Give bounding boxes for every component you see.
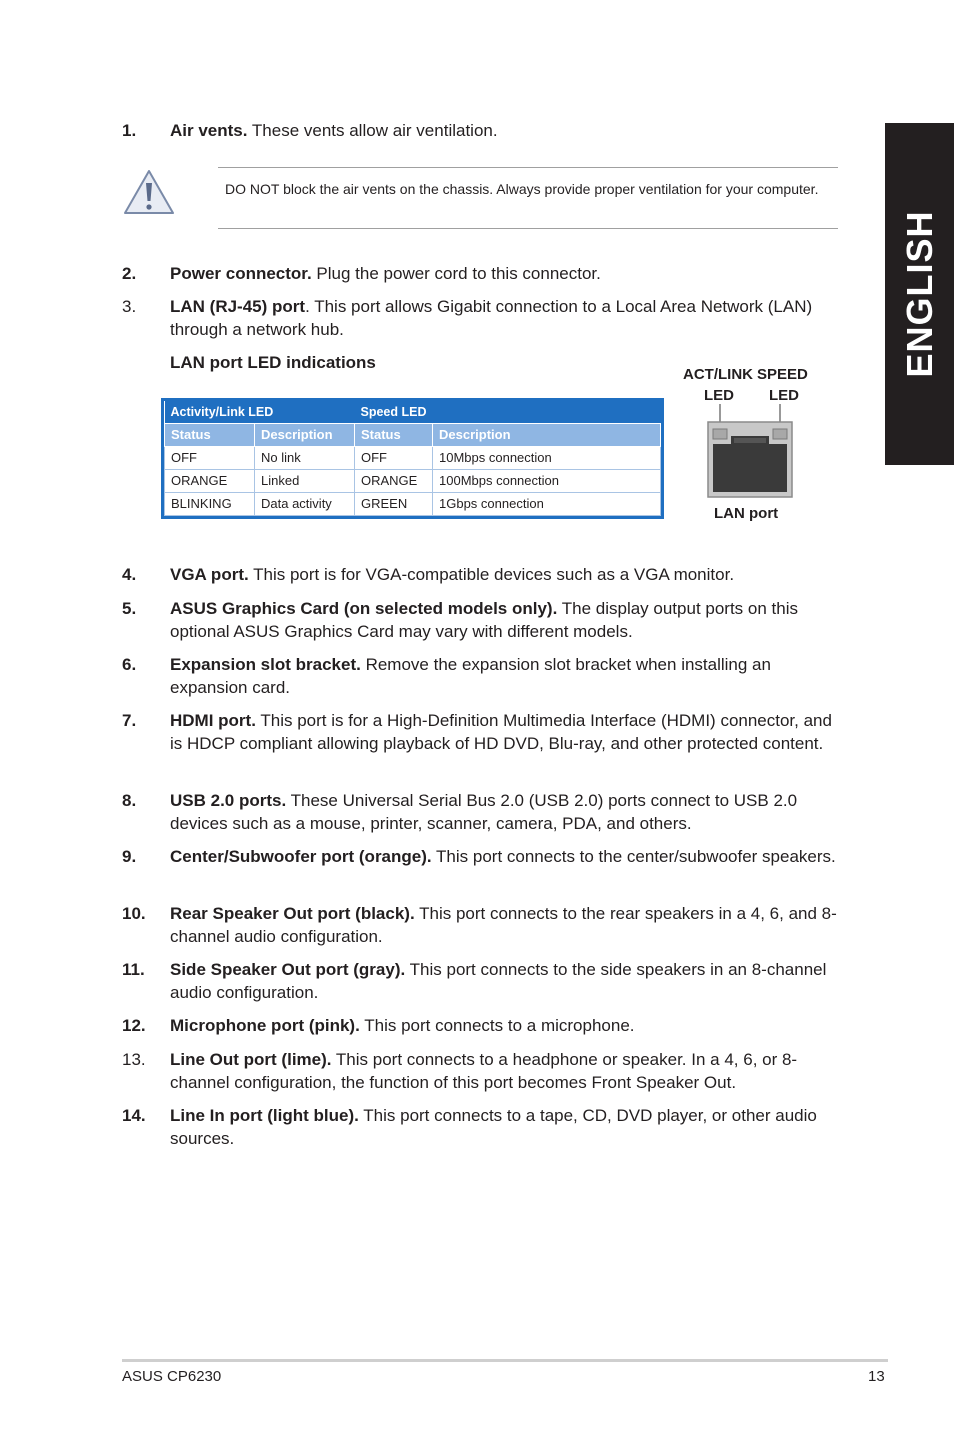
speed-label: SPEED — [757, 366, 808, 383]
table-header-row — [165, 423, 661, 446]
table-cell: BLINKING — [165, 492, 255, 515]
list-item-lan-port: 3. LAN (RJ-45) port. This port allows Gigabit connection to a Local Area Network (LAN) through a network hub. — [122, 297, 813, 339]
act-link-label: ACT/LINK — [683, 366, 753, 383]
list-item-line-in: 14. Line In port (light blue). This port connects to a tape, CD, DVD player, or other audio sources. — [122, 1106, 817, 1148]
warning-icon — [123, 168, 175, 216]
lan-port-icon — [700, 402, 796, 500]
language-tab — [885, 123, 954, 465]
speed-led-label: LED — [769, 387, 799, 404]
table-row — [165, 469, 661, 492]
table-cell: ORANGE — [165, 469, 255, 492]
table-cell: OFF — [355, 446, 433, 469]
table-cell: GREEN — [355, 492, 433, 515]
act-link-led-label: LED — [704, 387, 734, 404]
table-cell: 1Gbps connection — [433, 492, 661, 515]
language-tab-label: ENGLISH — [898, 210, 940, 378]
column-header: Description — [433, 423, 661, 446]
list-item-hdmi-port: 7. HDMI port. This port is for a High-Definition Multimedia Interface (HDMI) connector, and is HDCP compliant allowing playback of HD DVD, Blu-ray, and other protected content. — [122, 711, 832, 753]
footer-divider — [122, 1359, 888, 1362]
led-heading: LAN port LED indications — [170, 353, 376, 372]
table-cell: No link — [255, 446, 355, 469]
table-row — [165, 446, 661, 469]
group-activity-link: Activity/Link LED — [165, 401, 355, 423]
footer-model: ASUS CP6230 — [122, 1368, 222, 1385]
list-item-rear-speaker: 10. Rear Speaker Out port (black). This port connects to the rear speakers in a 4, 6, and 8-channel audio configuration. — [122, 904, 837, 946]
group-speed: Speed LED — [355, 401, 661, 423]
page-number: 13 — [868, 1368, 885, 1385]
warning-note-text: DO NOT block the air vents on the chassis. Always provide proper ventilation for your computer. — [225, 181, 819, 197]
list-item-center-subwoofer: 9. Center/Subwoofer port (orange). This port connects to the center/subwoofer speakers. — [122, 847, 836, 866]
lan-port-label: LAN port — [714, 505, 779, 522]
table-cell: Linked — [255, 469, 355, 492]
list-item-side-speaker: 11. Side Speaker Out port (gray). This port connects to the side speakers in an 8-channel audio configuration. — [122, 960, 827, 1002]
led-indication-table — [161, 398, 664, 519]
table-group-row — [165, 401, 661, 423]
list-item-power-connector: 2. Power connector. Plug the power cord to this connector. — [122, 264, 601, 283]
list-item-expansion-slot: 6. Expansion slot bracket. Remove the expansion slot bracket when installing an expansion card. — [122, 655, 771, 697]
list-item-vga-port: 4. VGA port. This port is for VGA-compatible devices such as a VGA monitor. — [122, 565, 735, 584]
list-item-usb-ports: 8. USB 2.0 ports. These Universal Serial Bus 2.0 (USB 2.0) ports connect to USB 2.0 devices such as a mouse, printer, scanner, camera, PDA, and others. — [122, 791, 798, 833]
column-header: Status — [165, 423, 255, 446]
list-item-air-vents: 1. Air vents. These vents allow air ventilation. — [122, 121, 498, 140]
table-cell: Data activity — [255, 492, 355, 515]
table-cell: 10Mbps connection — [433, 446, 661, 469]
table-row — [165, 492, 661, 515]
list-item-line-out: 13. Line Out port (lime). This port connects to a headphone or speaker. In a 4, 6, or 8-channel configuration, the function of this port becomes Front Speaker Out. — [122, 1050, 798, 1092]
table-cell: ORANGE — [355, 469, 433, 492]
table-cell: OFF — [165, 446, 255, 469]
list-item-microphone: 12. Microphone port (pink). This port connects to a microphone. — [122, 1016, 635, 1035]
warning-note — [218, 167, 838, 229]
list-item-graphics-card: 5. ASUS Graphics Card (on selected models only). The display output ports on this optional ASUS Graphics Card may vary with different models. — [122, 599, 798, 641]
column-header: Description — [255, 423, 355, 446]
table-cell: 100Mbps connection — [433, 469, 661, 492]
column-header: Status — [355, 423, 433, 446]
